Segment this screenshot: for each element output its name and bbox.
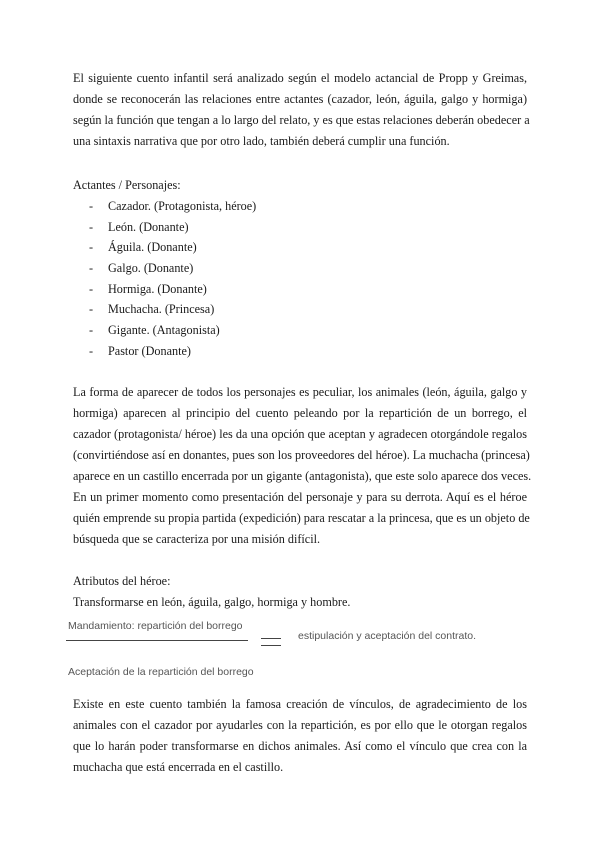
list-bullet: - xyxy=(89,281,94,296)
list-bullet: - xyxy=(89,219,94,234)
analysis-line: En un primer momento como presentación del personaje y para su derrota. Aquí es el héroe xyxy=(73,490,527,504)
conclusion-line: animales con el cazador por ayudarles con la repartición, es por ello que le otorgan regalos xyxy=(73,718,527,732)
conclusion-line: que lo harán poder transformarse en dichos animales. Así como el vínculo que crea con la xyxy=(73,739,527,753)
intro-paragraph xyxy=(73,68,530,152)
list-item-text: Hormiga. (Donante) xyxy=(108,281,207,296)
list-item-text: Gigante. (Antagonista) xyxy=(108,323,220,338)
intro-line: una sintaxis narrativa que por otro lado, también deberá cumplir una función. xyxy=(73,134,450,148)
list-bullet: - xyxy=(89,323,94,338)
list-item-text: Pastor (Donante) xyxy=(108,343,191,358)
analysis-line: quién emprende su propia partida (expedición) para rescatar a la princesa, que es un objeto de xyxy=(73,511,530,525)
actants-heading: Actantes / Personajes: xyxy=(73,178,181,192)
list-item-text: Galgo. (Donante) xyxy=(108,261,194,276)
acceptance-label: Aceptación de la repartición del borrego xyxy=(68,666,254,678)
mandate-underline xyxy=(66,640,248,641)
list-bullet: - xyxy=(89,302,94,317)
mandate-label: Mandamiento: repartición del borrego xyxy=(68,620,243,632)
list-bullet: - xyxy=(89,199,94,213)
analysis-line: búsqueda que se caracteriza por una misión difícil. xyxy=(73,532,321,546)
connector-line xyxy=(261,638,281,639)
intro-line: donde se reconocerán las relaciones entre actantes (cazador, león, águila, galgo y hormiga) xyxy=(73,92,527,106)
attributes-text: Transformarse en león, águila, galgo, hormiga y hombre. xyxy=(73,595,351,609)
analysis-line: cazador (protagonista/ héroe) les da una opción que aceptan y agradecen otorgándole regalos xyxy=(73,427,527,441)
analysis-line: La forma de aparecer de todos los personajes es peculiar, los animales (león, águila, galgo y xyxy=(73,385,527,399)
list-item-text: Cazador. (Protagonista, héroe) xyxy=(108,199,257,213)
analysis-line: hormiga) aparecen al principio del cuento peleando por la repartición de un borrego, el xyxy=(73,406,527,420)
list-item-text: Muchacha. (Princesa) xyxy=(108,302,215,317)
intro-line: El siguiente cuento infantil será analizado según el modelo actancial de Propp y Greimas, xyxy=(73,71,527,85)
attributes-heading: Atributos del héroe: xyxy=(73,574,171,588)
conclusion-line: muchacha que está encerrada en el castillo. xyxy=(73,760,284,774)
list-item-text: Águila. (Donante) xyxy=(108,240,197,255)
connector-line-lower xyxy=(261,645,281,646)
analysis-line: aparece en un castillo encerrada por un gigante (antagonista), que este solo aparece dos veces. xyxy=(73,469,532,483)
analysis-line: (convirtiéndose así en donantes, pues son los proveedores del héroe). La muchacha (princesa) xyxy=(73,448,530,462)
list-item-text: León. (Donante) xyxy=(108,219,189,234)
analysis-paragraph xyxy=(73,382,532,550)
intro-line: según la función que tengan a lo largo del relato, y es que estas relaciones deberán obedecer a xyxy=(73,113,530,127)
stipulation-label: estipulación y aceptación del contrato. xyxy=(298,630,477,642)
actantial-diagram xyxy=(66,618,486,680)
conclusion-paragraph xyxy=(73,694,527,778)
list-bullet: - xyxy=(89,261,94,276)
list-bullet: - xyxy=(89,343,94,358)
list-bullet: - xyxy=(89,240,94,255)
conclusion-line: Existe en este cuento también la famosa creación de vínculos, de agradecimiento de los xyxy=(73,697,527,711)
